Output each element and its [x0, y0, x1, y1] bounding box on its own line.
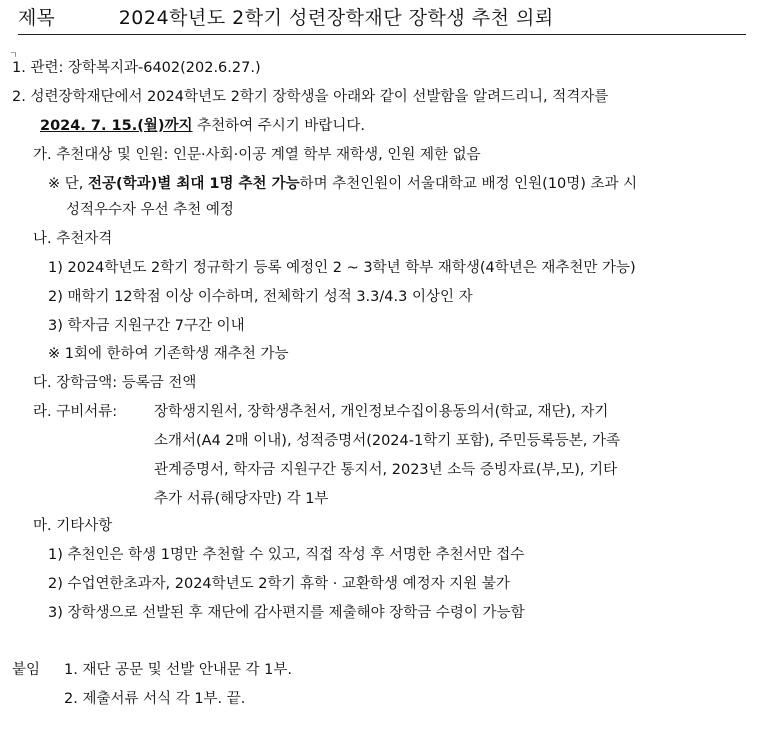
section-ga-note-line2: 성적우수자 우선 추천 예정 — [66, 202, 234, 218]
section-ma-item-2: 2) 수업연한초과자, 2024학년도 2학기 휴학 · 교환학생 예정자 지원 불가 — [48, 576, 510, 592]
title-label: 제목 — [18, 7, 55, 29]
section-na-note: ※ 1회에 한하여 기존학생 재추천 가능 — [48, 346, 289, 362]
document-title: 2024학년도 2학기 성련장학재단 장학생 추천 의뢰 — [118, 7, 554, 29]
document-title-bar — [18, 6, 746, 35]
section-na-item-2: 2) 매학기 12학점 이상 이수하며, 전체학기 성적 3.3/4.3 이상인 자 — [48, 289, 473, 305]
section-ra-line-4: 추가 서류(해당자만) 각 1부 — [154, 491, 329, 507]
note-prefix: ※ 단, — [48, 176, 88, 192]
section-ga-heading: 가. 추천대상 및 인원: 인문·사회·이공 계열 학부 재학생, 인원 제한 없음 — [33, 147, 481, 163]
paragraph-mark: ㄱ — [9, 51, 18, 61]
attachment-item-1: 1. 재단 공문 및 선발 안내문 각 1부. — [64, 662, 293, 678]
section-na-heading: 나. 추천자격 — [33, 231, 113, 247]
section-ra-line-3: 관계증명서, 학자금 지원구간 통지서, 2023년 소득 증빙자료(부,모), 기타 — [154, 462, 618, 478]
deadline-date: 2024. 7. 15.(월)까지 — [40, 118, 193, 134]
item-related: 1. 관련: 장학복지과-6402(202.6.27.) — [12, 60, 261, 76]
item-request-line1: 2. 성련장학재단에서 2024학년도 2학기 장학생을 아래와 같이 선발함을 알려드리니, 적격자를 — [12, 89, 609, 105]
attachment-item-2: 2. 제출서류 서식 각 1부. 끝. — [64, 691, 246, 707]
section-ra-line-1: 장학생지원서, 장학생추천서, 개인정보수집이용동의서(학교, 재단), 자기 — [154, 404, 609, 420]
section-ma-item-1: 1) 추천인은 학생 1명만 추천할 수 있고, 직접 작성 후 서명한 추천서만 접수 — [48, 547, 525, 563]
attachments-label: 붙임 — [12, 662, 41, 678]
section-da-heading: 다. 장학금액: 등록금 전액 — [33, 375, 197, 391]
section-ra-heading: 라. 구비서류: — [33, 404, 118, 420]
section-ga-note — [48, 174, 637, 194]
item-request-line2 — [40, 116, 365, 136]
note-rest: 하며 추천인원이 서울대학교 배정 인원(10명) 초과 시 — [299, 176, 638, 192]
section-ma-heading: 마. 기타사항 — [33, 518, 113, 534]
section-na-item-3: 3) 학자금 지원구간 7구간 이내 — [48, 318, 245, 334]
deadline-rest: 추천하여 주시기 바랍니다. — [192, 118, 366, 134]
note-bold: 전공(학과)별 최대 1명 추천 가능 — [87, 176, 300, 192]
section-ra-line-2: 소개서(A4 2매 이내), 성적증명서(2024-1학기 포함), 주민등록등본, 가족 — [154, 433, 620, 449]
section-ma-item-3: 3) 장학생으로 선발된 후 재단에 감사편지를 제출해야 장학금 수령이 가능함 — [48, 605, 525, 621]
section-na-item-1: 1) 2024학년도 2학기 정규학기 등록 예정인 2 ~ 3학년 학부 재학생(4학년은 재추천만 가능) — [48, 260, 636, 276]
